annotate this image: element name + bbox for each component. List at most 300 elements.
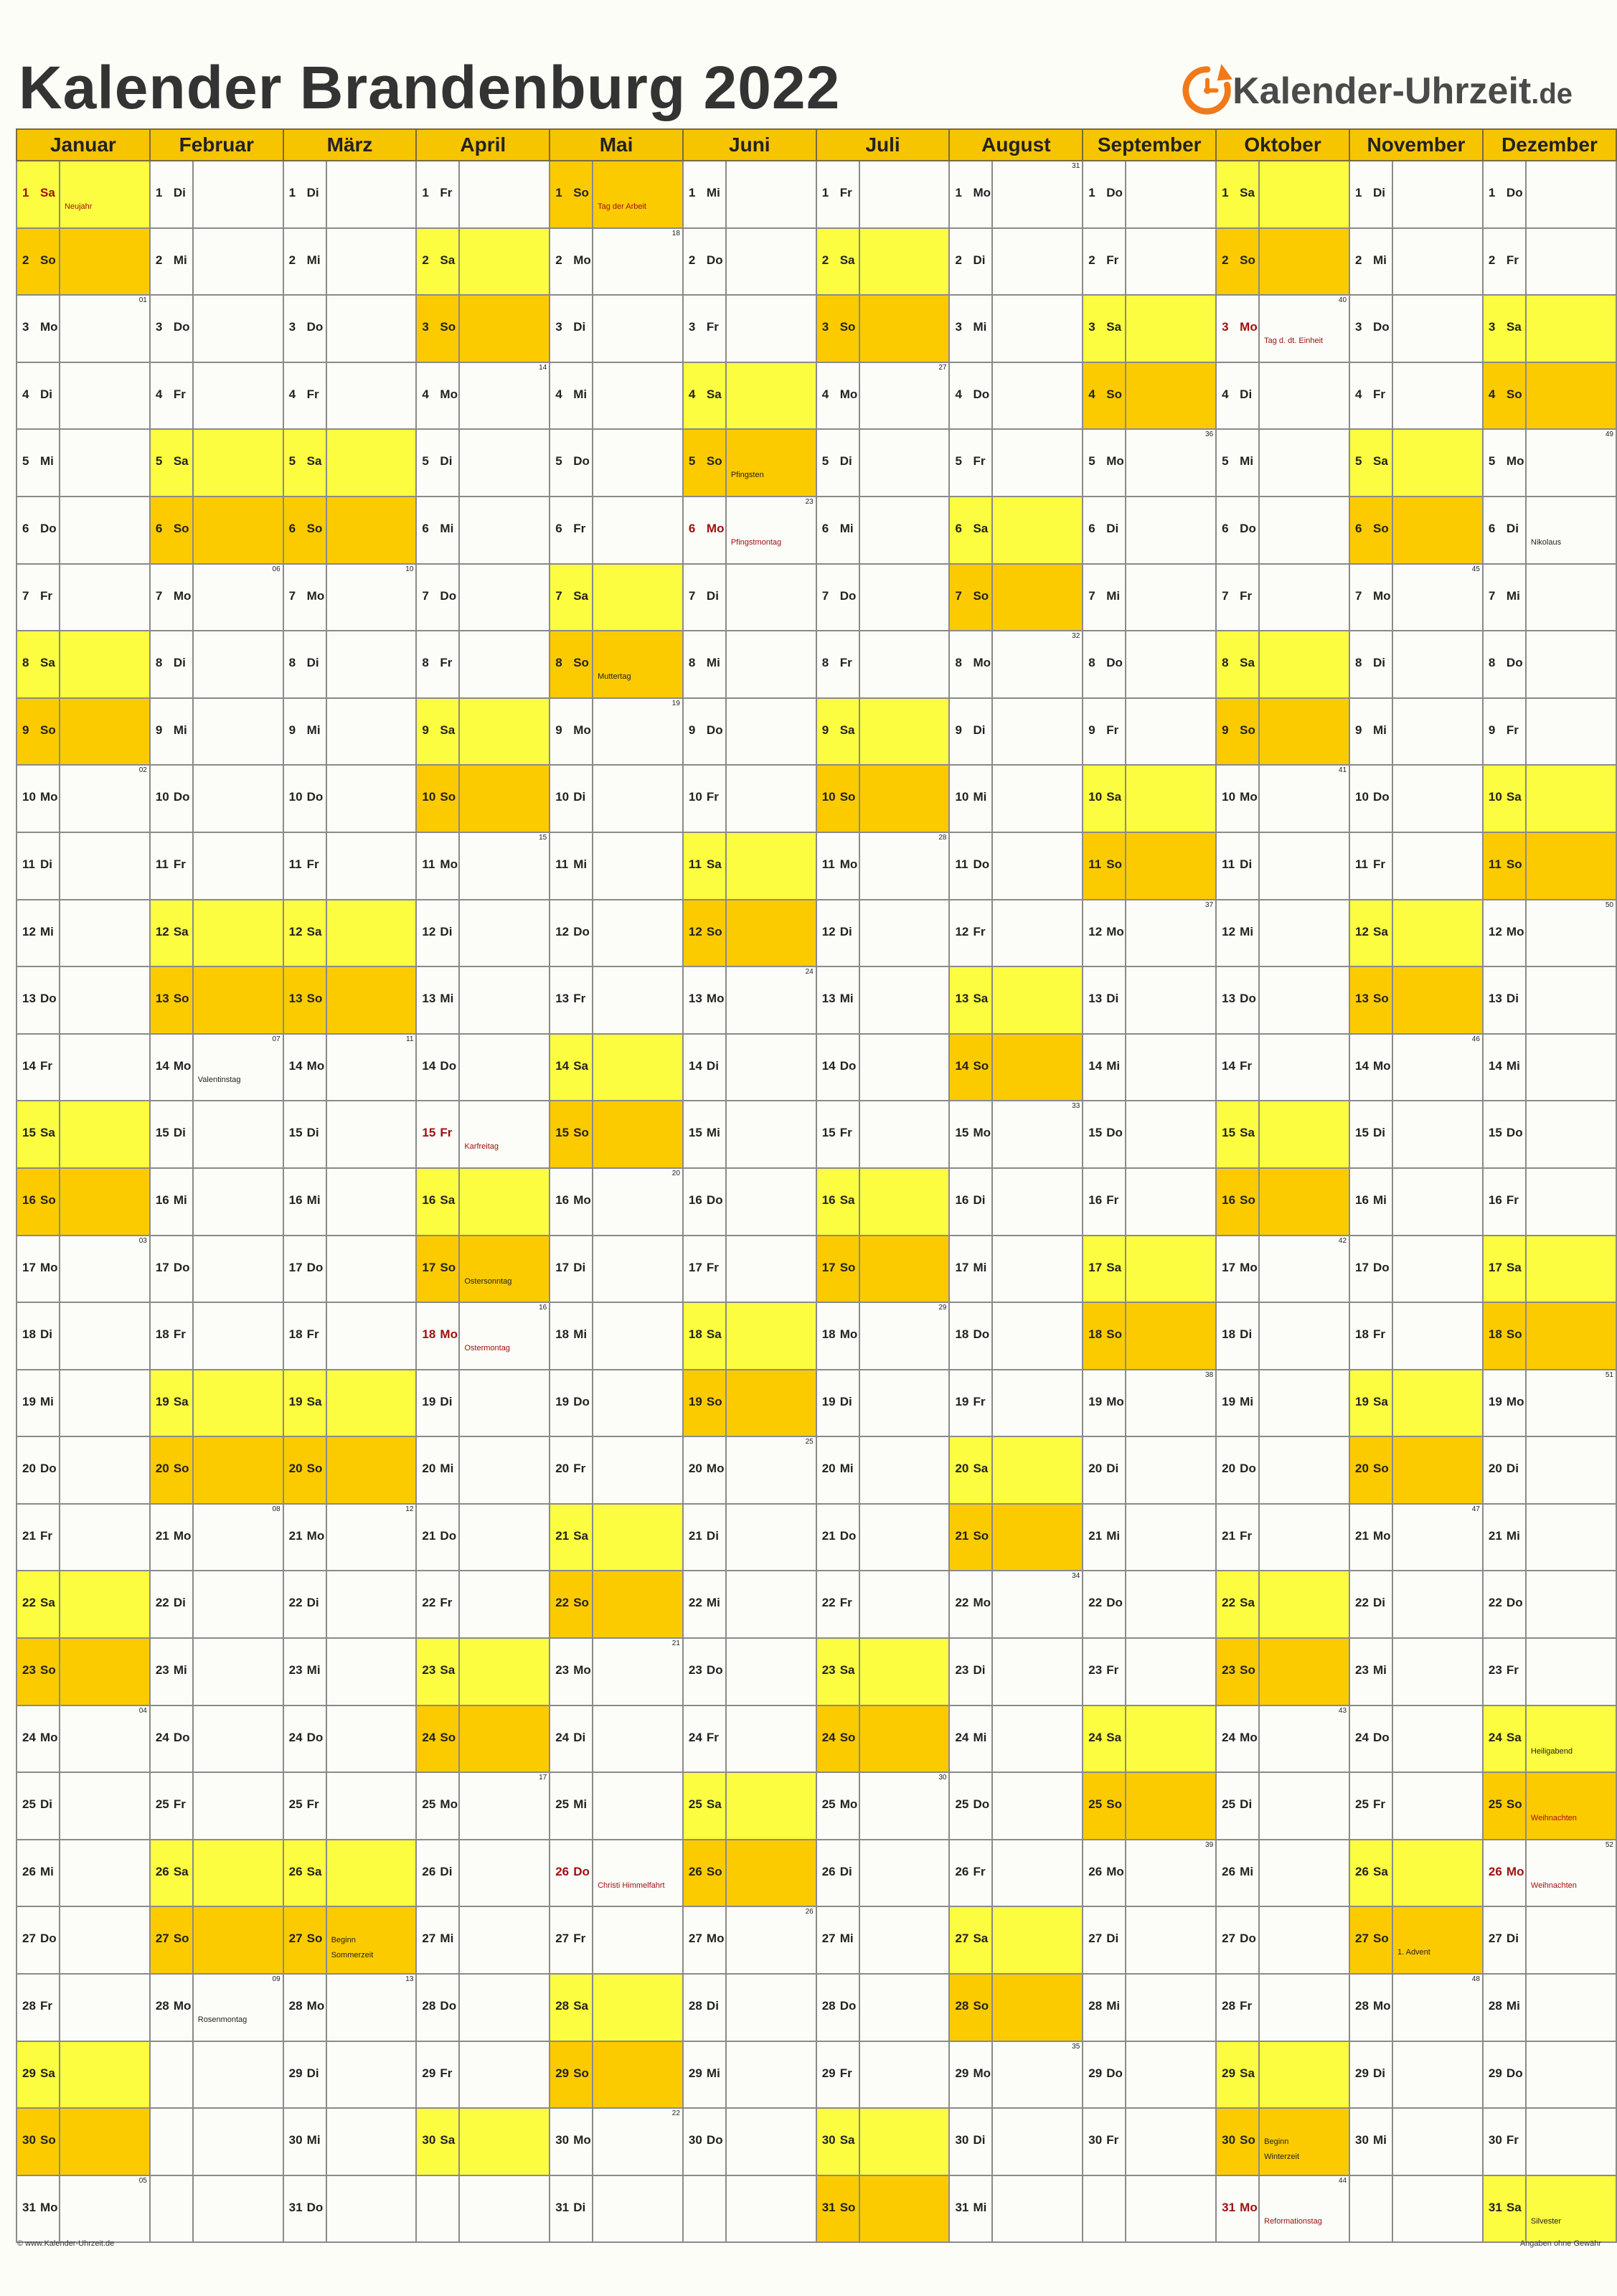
day-cell[interactable] [816, 228, 859, 296]
day-note-cell[interactable] [1126, 765, 1216, 832]
day-cell[interactable] [1483, 1504, 1526, 1571]
day-note-cell[interactable] [1526, 1504, 1616, 1571]
day-cell[interactable] [1083, 1034, 1126, 1101]
day-note-cell[interactable] [60, 966, 150, 1034]
day-note-cell[interactable] [859, 1168, 950, 1236]
day-cell[interactable] [816, 1705, 859, 1773]
day-note-cell[interactable] [193, 429, 283, 497]
day-note-cell[interactable] [992, 832, 1083, 900]
day-cell[interactable] [949, 1436, 992, 1504]
day-note-cell[interactable] [1259, 1168, 1349, 1236]
day-note-cell[interactable] [1526, 564, 1616, 631]
day-note-cell[interactable] [859, 765, 950, 832]
day-cell[interactable] [816, 832, 859, 900]
day-cell[interactable] [816, 765, 859, 832]
day-cell[interactable] [1349, 1504, 1392, 1571]
day-cell[interactable] [150, 698, 193, 766]
day-cell[interactable] [550, 765, 593, 832]
day-cell[interactable] [550, 564, 593, 631]
day-note-cell[interactable] [992, 765, 1083, 832]
day-note-cell[interactable] [60, 2108, 150, 2175]
day-cell[interactable] [16, 228, 60, 296]
day-cell[interactable] [416, 1034, 459, 1101]
day-cell[interactable] [416, 966, 459, 1034]
day-note-cell[interactable] [1259, 2108, 1349, 2175]
day-note-cell[interactable] [726, 900, 816, 967]
day-cell[interactable] [1216, 631, 1259, 698]
day-note-cell[interactable] [60, 497, 150, 564]
day-note-cell[interactable] [593, 1034, 683, 1101]
day-cell[interactable] [949, 966, 992, 1034]
day-note-cell[interactable] [859, 1370, 950, 1437]
day-cell[interactable] [816, 1034, 859, 1101]
day-cell[interactable] [150, 497, 193, 564]
day-note-cell[interactable] [593, 1302, 683, 1370]
day-note-cell[interactable] [1526, 362, 1616, 430]
day-note-cell[interactable] [859, 362, 950, 430]
day-cell[interactable] [1083, 1504, 1126, 1571]
day-note-cell[interactable] [1259, 765, 1349, 832]
day-note-cell[interactable] [1392, 228, 1483, 296]
day-note-cell[interactable] [459, 1638, 550, 1705]
day-cell[interactable] [816, 1370, 859, 1437]
day-cell[interactable] [416, 1302, 459, 1370]
day-note-cell[interactable] [593, 161, 683, 228]
day-note-cell[interactable] [326, 295, 417, 362]
day-cell[interactable] [1483, 161, 1526, 228]
day-note-cell[interactable] [326, 1370, 417, 1437]
day-note-cell[interactable] [992, 564, 1083, 631]
day-note-cell[interactable] [859, 1504, 950, 1571]
day-cell[interactable] [949, 1504, 992, 1571]
day-note-cell[interactable] [992, 1705, 1083, 1773]
day-note-cell[interactable] [60, 564, 150, 631]
day-cell[interactable] [416, 429, 459, 497]
day-cell[interactable] [816, 429, 859, 497]
day-cell[interactable] [1083, 1302, 1126, 1370]
day-note-cell[interactable] [726, 1840, 816, 1907]
day-cell[interactable] [150, 1504, 193, 1571]
day-cell[interactable] [1083, 631, 1126, 698]
day-note-cell[interactable] [1526, 698, 1616, 766]
day-cell[interactable] [550, 1772, 593, 1840]
day-cell[interactable] [150, 1705, 193, 1773]
day-note-cell[interactable] [1392, 1638, 1483, 1705]
day-note-cell[interactable] [992, 1504, 1083, 1571]
day-cell[interactable] [16, 2175, 60, 2243]
day-cell[interactable] [16, 1772, 60, 1840]
day-note-cell[interactable] [1392, 1906, 1483, 1974]
day-note-cell[interactable] [1259, 1571, 1349, 1638]
day-cell[interactable] [283, 698, 326, 766]
day-note-cell[interactable] [1526, 765, 1616, 832]
day-cell[interactable] [550, 1974, 593, 2041]
day-cell[interactable] [1216, 1974, 1259, 2041]
day-cell[interactable] [283, 161, 326, 228]
day-note-cell[interactable] [1392, 631, 1483, 698]
day-note-cell[interactable] [459, 295, 550, 362]
day-note-cell[interactable] [193, 1034, 283, 1101]
day-cell[interactable] [550, 966, 593, 1034]
day-note-cell[interactable] [1259, 1236, 1349, 1303]
day-cell[interactable] [16, 564, 60, 631]
day-note-cell[interactable] [459, 1236, 550, 1303]
day-cell[interactable] [816, 966, 859, 1034]
day-note-cell[interactable] [726, 429, 816, 497]
day-cell[interactable] [283, 2041, 326, 2109]
day-cell[interactable] [1483, 966, 1526, 1034]
day-note-cell[interactable] [459, 2108, 550, 2175]
day-cell[interactable] [283, 1504, 326, 1571]
day-note-cell[interactable] [1526, 1168, 1616, 1236]
day-note-cell[interactable] [60, 1504, 150, 1571]
day-note-cell[interactable] [992, 900, 1083, 967]
day-cell[interactable] [1216, 2175, 1259, 2243]
day-note-cell[interactable] [992, 631, 1083, 698]
day-note-cell[interactable] [193, 1236, 283, 1303]
day-cell[interactable] [550, 900, 593, 967]
day-cell[interactable] [1083, 295, 1126, 362]
day-note-cell[interactable] [1526, 1436, 1616, 1504]
day-note-cell[interactable] [1392, 1168, 1483, 1236]
day-cell[interactable] [1483, 1571, 1526, 1638]
day-note-cell[interactable] [459, 1302, 550, 1370]
day-note-cell[interactable] [1126, 631, 1216, 698]
day-cell[interactable] [949, 1840, 992, 1907]
day-note-cell[interactable] [1526, 1302, 1616, 1370]
day-cell[interactable] [1349, 497, 1392, 564]
day-cell[interactable] [16, 1705, 60, 1773]
day-cell[interactable] [949, 1034, 992, 1101]
day-note-cell[interactable] [326, 1840, 417, 1907]
day-note-cell[interactable] [1392, 1840, 1483, 1907]
day-note-cell[interactable] [60, 1906, 150, 1974]
day-note-cell[interactable] [1392, 900, 1483, 967]
day-cell[interactable] [150, 295, 193, 362]
day-note-cell[interactable] [1259, 1436, 1349, 1504]
day-cell[interactable] [416, 1840, 459, 1907]
day-note-cell[interactable] [1526, 1370, 1616, 1437]
day-note-cell[interactable] [193, 1705, 283, 1773]
day-cell[interactable] [1483, 2041, 1526, 2109]
day-cell[interactable] [683, 966, 726, 1034]
day-note-cell[interactable] [859, 497, 950, 564]
day-cell[interactable] [1216, 1302, 1259, 1370]
day-note-cell[interactable] [326, 1168, 417, 1236]
day-note-cell[interactable] [992, 1370, 1083, 1437]
day-note-cell[interactable] [859, 900, 950, 967]
day-cell[interactable] [949, 1974, 992, 2041]
day-cell[interactable] [1349, 161, 1392, 228]
day-cell[interactable] [1483, 631, 1526, 698]
day-cell[interactable] [949, 832, 992, 900]
day-note-cell[interactable] [1126, 1504, 1216, 1571]
day-cell[interactable] [816, 161, 859, 228]
day-cell[interactable] [1349, 900, 1392, 967]
day-note-cell[interactable] [60, 1436, 150, 1504]
day-cell[interactable] [416, 1101, 459, 1168]
day-cell[interactable] [1083, 228, 1126, 296]
day-note-cell[interactable] [726, 1168, 816, 1236]
day-cell[interactable] [16, 1168, 60, 1236]
day-cell[interactable] [1083, 1974, 1126, 2041]
day-cell[interactable] [283, 1571, 326, 1638]
day-note-cell[interactable] [1126, 161, 1216, 228]
day-note-cell[interactable] [193, 966, 283, 1034]
day-cell[interactable] [1083, 497, 1126, 564]
day-note-cell[interactable] [60, 631, 150, 698]
day-note-cell[interactable] [992, 1840, 1083, 1907]
day-cell[interactable] [1216, 2108, 1259, 2175]
day-cell[interactable] [1216, 1034, 1259, 1101]
day-cell[interactable] [949, 295, 992, 362]
day-cell[interactable] [683, 228, 726, 296]
day-note-cell[interactable] [992, 1236, 1083, 1303]
day-cell[interactable] [283, 832, 326, 900]
day-note-cell[interactable] [193, 832, 283, 900]
day-note-cell[interactable] [326, 765, 417, 832]
day-cell[interactable] [550, 1236, 593, 1303]
day-cell[interactable] [150, 900, 193, 967]
day-cell[interactable] [1216, 1436, 1259, 1504]
day-cell[interactable] [416, 1638, 459, 1705]
day-cell[interactable] [283, 1101, 326, 1168]
day-note-cell[interactable] [60, 2041, 150, 2109]
day-cell[interactable] [16, 832, 60, 900]
day-cell[interactable] [16, 698, 60, 766]
day-cell[interactable] [283, 1236, 326, 1303]
day-cell[interactable] [1349, 1906, 1392, 1974]
day-cell[interactable] [683, 362, 726, 430]
day-cell[interactable] [1349, 1101, 1392, 1168]
day-note-cell[interactable] [726, 2108, 816, 2175]
day-note-cell[interactable] [1392, 497, 1483, 564]
day-cell[interactable] [816, 631, 859, 698]
day-note-cell[interactable] [1259, 1101, 1349, 1168]
day-cell[interactable] [550, 295, 593, 362]
day-note-cell[interactable] [326, 564, 417, 631]
day-note-cell[interactable] [726, 1504, 816, 1571]
day-note-cell[interactable] [60, 2175, 150, 2243]
day-cell[interactable] [150, 161, 193, 228]
day-note-cell[interactable] [459, 1168, 550, 1236]
day-note-cell[interactable] [593, 295, 683, 362]
day-note-cell[interactable] [1259, 2041, 1349, 2109]
day-note-cell[interactable] [1526, 832, 1616, 900]
day-cell[interactable] [416, 1974, 459, 2041]
day-cell[interactable] [1349, 1370, 1392, 1437]
day-cell[interactable] [949, 1772, 992, 1840]
day-note-cell[interactable] [593, 429, 683, 497]
day-cell[interactable] [816, 1840, 859, 1907]
day-note-cell[interactable] [859, 1302, 950, 1370]
day-note-cell[interactable] [593, 900, 683, 967]
day-note-cell[interactable] [1259, 631, 1349, 698]
day-note-cell[interactable] [326, 2041, 417, 2109]
day-cell[interactable] [949, 161, 992, 228]
day-note-cell[interactable] [726, 1370, 816, 1437]
day-cell[interactable] [949, 1302, 992, 1370]
day-cell[interactable] [550, 2175, 593, 2243]
day-cell[interactable] [683, 1571, 726, 1638]
day-cell[interactable] [816, 1974, 859, 2041]
day-note-cell[interactable] [459, 429, 550, 497]
day-note-cell[interactable] [593, 362, 683, 430]
day-note-cell[interactable] [326, 832, 417, 900]
day-note-cell[interactable] [859, 2041, 950, 2109]
day-note-cell[interactable] [1259, 1772, 1349, 1840]
day-cell[interactable] [550, 1705, 593, 1773]
day-cell[interactable] [550, 1101, 593, 1168]
day-note-cell[interactable] [1259, 1638, 1349, 1705]
day-cell[interactable] [1349, 2108, 1392, 2175]
day-note-cell[interactable] [193, 698, 283, 766]
day-cell[interactable] [1083, 1168, 1126, 1236]
day-cell[interactable] [1483, 295, 1526, 362]
day-cell[interactable] [1483, 900, 1526, 967]
day-note-cell[interactable] [60, 1840, 150, 1907]
day-cell[interactable] [550, 497, 593, 564]
day-note-cell[interactable] [459, 1436, 550, 1504]
day-note-cell[interactable] [859, 564, 950, 631]
day-cell[interactable] [1216, 1504, 1259, 1571]
day-cell[interactable] [150, 564, 193, 631]
day-cell[interactable] [1083, 1101, 1126, 1168]
day-cell[interactable] [150, 1236, 193, 1303]
day-note-cell[interactable] [459, 900, 550, 967]
day-note-cell[interactable] [193, 631, 283, 698]
day-cell[interactable] [1083, 1705, 1126, 1773]
day-note-cell[interactable] [859, 698, 950, 766]
day-note-cell[interactable] [1259, 161, 1349, 228]
day-note-cell[interactable] [992, 966, 1083, 1034]
day-note-cell[interactable] [193, 295, 283, 362]
day-cell[interactable] [1083, 698, 1126, 766]
day-note-cell[interactable] [1526, 1571, 1616, 1638]
day-cell[interactable] [949, 2041, 992, 2109]
day-cell[interactable] [1216, 497, 1259, 564]
day-cell[interactable] [816, 2041, 859, 2109]
day-cell[interactable] [1483, 1638, 1526, 1705]
day-cell[interactable] [949, 564, 992, 631]
day-cell[interactable] [1216, 1705, 1259, 1773]
day-cell[interactable] [1483, 765, 1526, 832]
day-cell[interactable] [283, 1705, 326, 1773]
day-cell[interactable] [1483, 2175, 1526, 2243]
day-cell[interactable] [1349, 1436, 1392, 1504]
day-cell[interactable] [949, 429, 992, 497]
day-cell[interactable] [1483, 497, 1526, 564]
day-note-cell[interactable] [1126, 1236, 1216, 1303]
day-note-cell[interactable] [193, 564, 283, 631]
day-cell[interactable] [416, 1504, 459, 1571]
day-cell[interactable] [16, 1436, 60, 1504]
day-note-cell[interactable] [1526, 966, 1616, 1034]
day-note-cell[interactable] [1259, 429, 1349, 497]
day-note-cell[interactable] [859, 1840, 950, 1907]
day-note-cell[interactable] [1126, 1840, 1216, 1907]
day-cell[interactable] [816, 1571, 859, 1638]
day-note-cell[interactable] [326, 362, 417, 430]
day-cell[interactable] [150, 1638, 193, 1705]
day-cell[interactable] [1216, 161, 1259, 228]
day-note-cell[interactable] [60, 765, 150, 832]
day-note-cell[interactable] [1526, 228, 1616, 296]
day-note-cell[interactable] [1259, 1034, 1349, 1101]
day-note-cell[interactable] [1526, 900, 1616, 967]
day-note-cell[interactable] [593, 832, 683, 900]
day-note-cell[interactable] [193, 1504, 283, 1571]
day-cell[interactable] [816, 900, 859, 967]
day-note-cell[interactable] [593, 966, 683, 1034]
day-cell[interactable] [16, 1571, 60, 1638]
day-cell[interactable] [1483, 362, 1526, 430]
day-cell[interactable] [1483, 1236, 1526, 1303]
day-note-cell[interactable] [1259, 2175, 1349, 2243]
day-note-cell[interactable] [326, 2175, 417, 2243]
day-note-cell[interactable] [1259, 900, 1349, 967]
day-cell[interactable] [1083, 2108, 1126, 2175]
day-note-cell[interactable] [1259, 1840, 1349, 1907]
day-note-cell[interactable] [60, 1974, 150, 2041]
day-note-cell[interactable] [193, 1906, 283, 1974]
day-note-cell[interactable] [726, 631, 816, 698]
day-cell[interactable] [1083, 1638, 1126, 1705]
day-cell[interactable] [16, 1101, 60, 1168]
day-note-cell[interactable] [992, 2175, 1083, 2243]
day-note-cell[interactable] [193, 228, 283, 296]
day-cell[interactable] [949, 900, 992, 967]
day-note-cell[interactable] [593, 228, 683, 296]
day-note-cell[interactable] [992, 1302, 1083, 1370]
day-cell[interactable] [416, 1236, 459, 1303]
day-cell[interactable] [949, 228, 992, 296]
day-note-cell[interactable] [1126, 1974, 1216, 2041]
day-note-cell[interactable] [992, 1571, 1083, 1638]
day-note-cell[interactable] [726, 1436, 816, 1504]
day-note-cell[interactable] [60, 362, 150, 430]
day-cell[interactable] [1216, 1168, 1259, 1236]
day-note-cell[interactable] [1126, 1772, 1216, 1840]
day-note-cell[interactable] [1392, 2108, 1483, 2175]
day-cell[interactable] [416, 1906, 459, 1974]
day-cell[interactable] [16, 1840, 60, 1907]
day-cell[interactable] [16, 1236, 60, 1303]
day-cell[interactable] [1349, 698, 1392, 766]
day-note-cell[interactable] [992, 497, 1083, 564]
day-note-cell[interactable] [459, 765, 550, 832]
day-cell[interactable] [816, 1168, 859, 1236]
day-cell[interactable] [1483, 1772, 1526, 1840]
day-note-cell[interactable] [593, 1974, 683, 2041]
day-note-cell[interactable] [326, 1638, 417, 1705]
day-cell[interactable] [150, 966, 193, 1034]
day-cell[interactable] [683, 1436, 726, 1504]
day-note-cell[interactable] [1259, 1974, 1349, 2041]
day-note-cell[interactable] [326, 1034, 417, 1101]
day-cell[interactable] [949, 362, 992, 430]
day-note-cell[interactable] [1526, 2041, 1616, 2109]
day-cell[interactable] [150, 228, 193, 296]
day-note-cell[interactable] [60, 228, 150, 296]
day-note-cell[interactable] [1526, 1840, 1616, 1907]
day-cell[interactable] [816, 1504, 859, 1571]
day-note-cell[interactable] [1259, 1302, 1349, 1370]
day-cell[interactable] [150, 1840, 193, 1907]
day-note-cell[interactable] [1526, 2175, 1616, 2243]
day-note-cell[interactable] [1526, 1705, 1616, 1773]
day-note-cell[interactable] [593, 631, 683, 698]
